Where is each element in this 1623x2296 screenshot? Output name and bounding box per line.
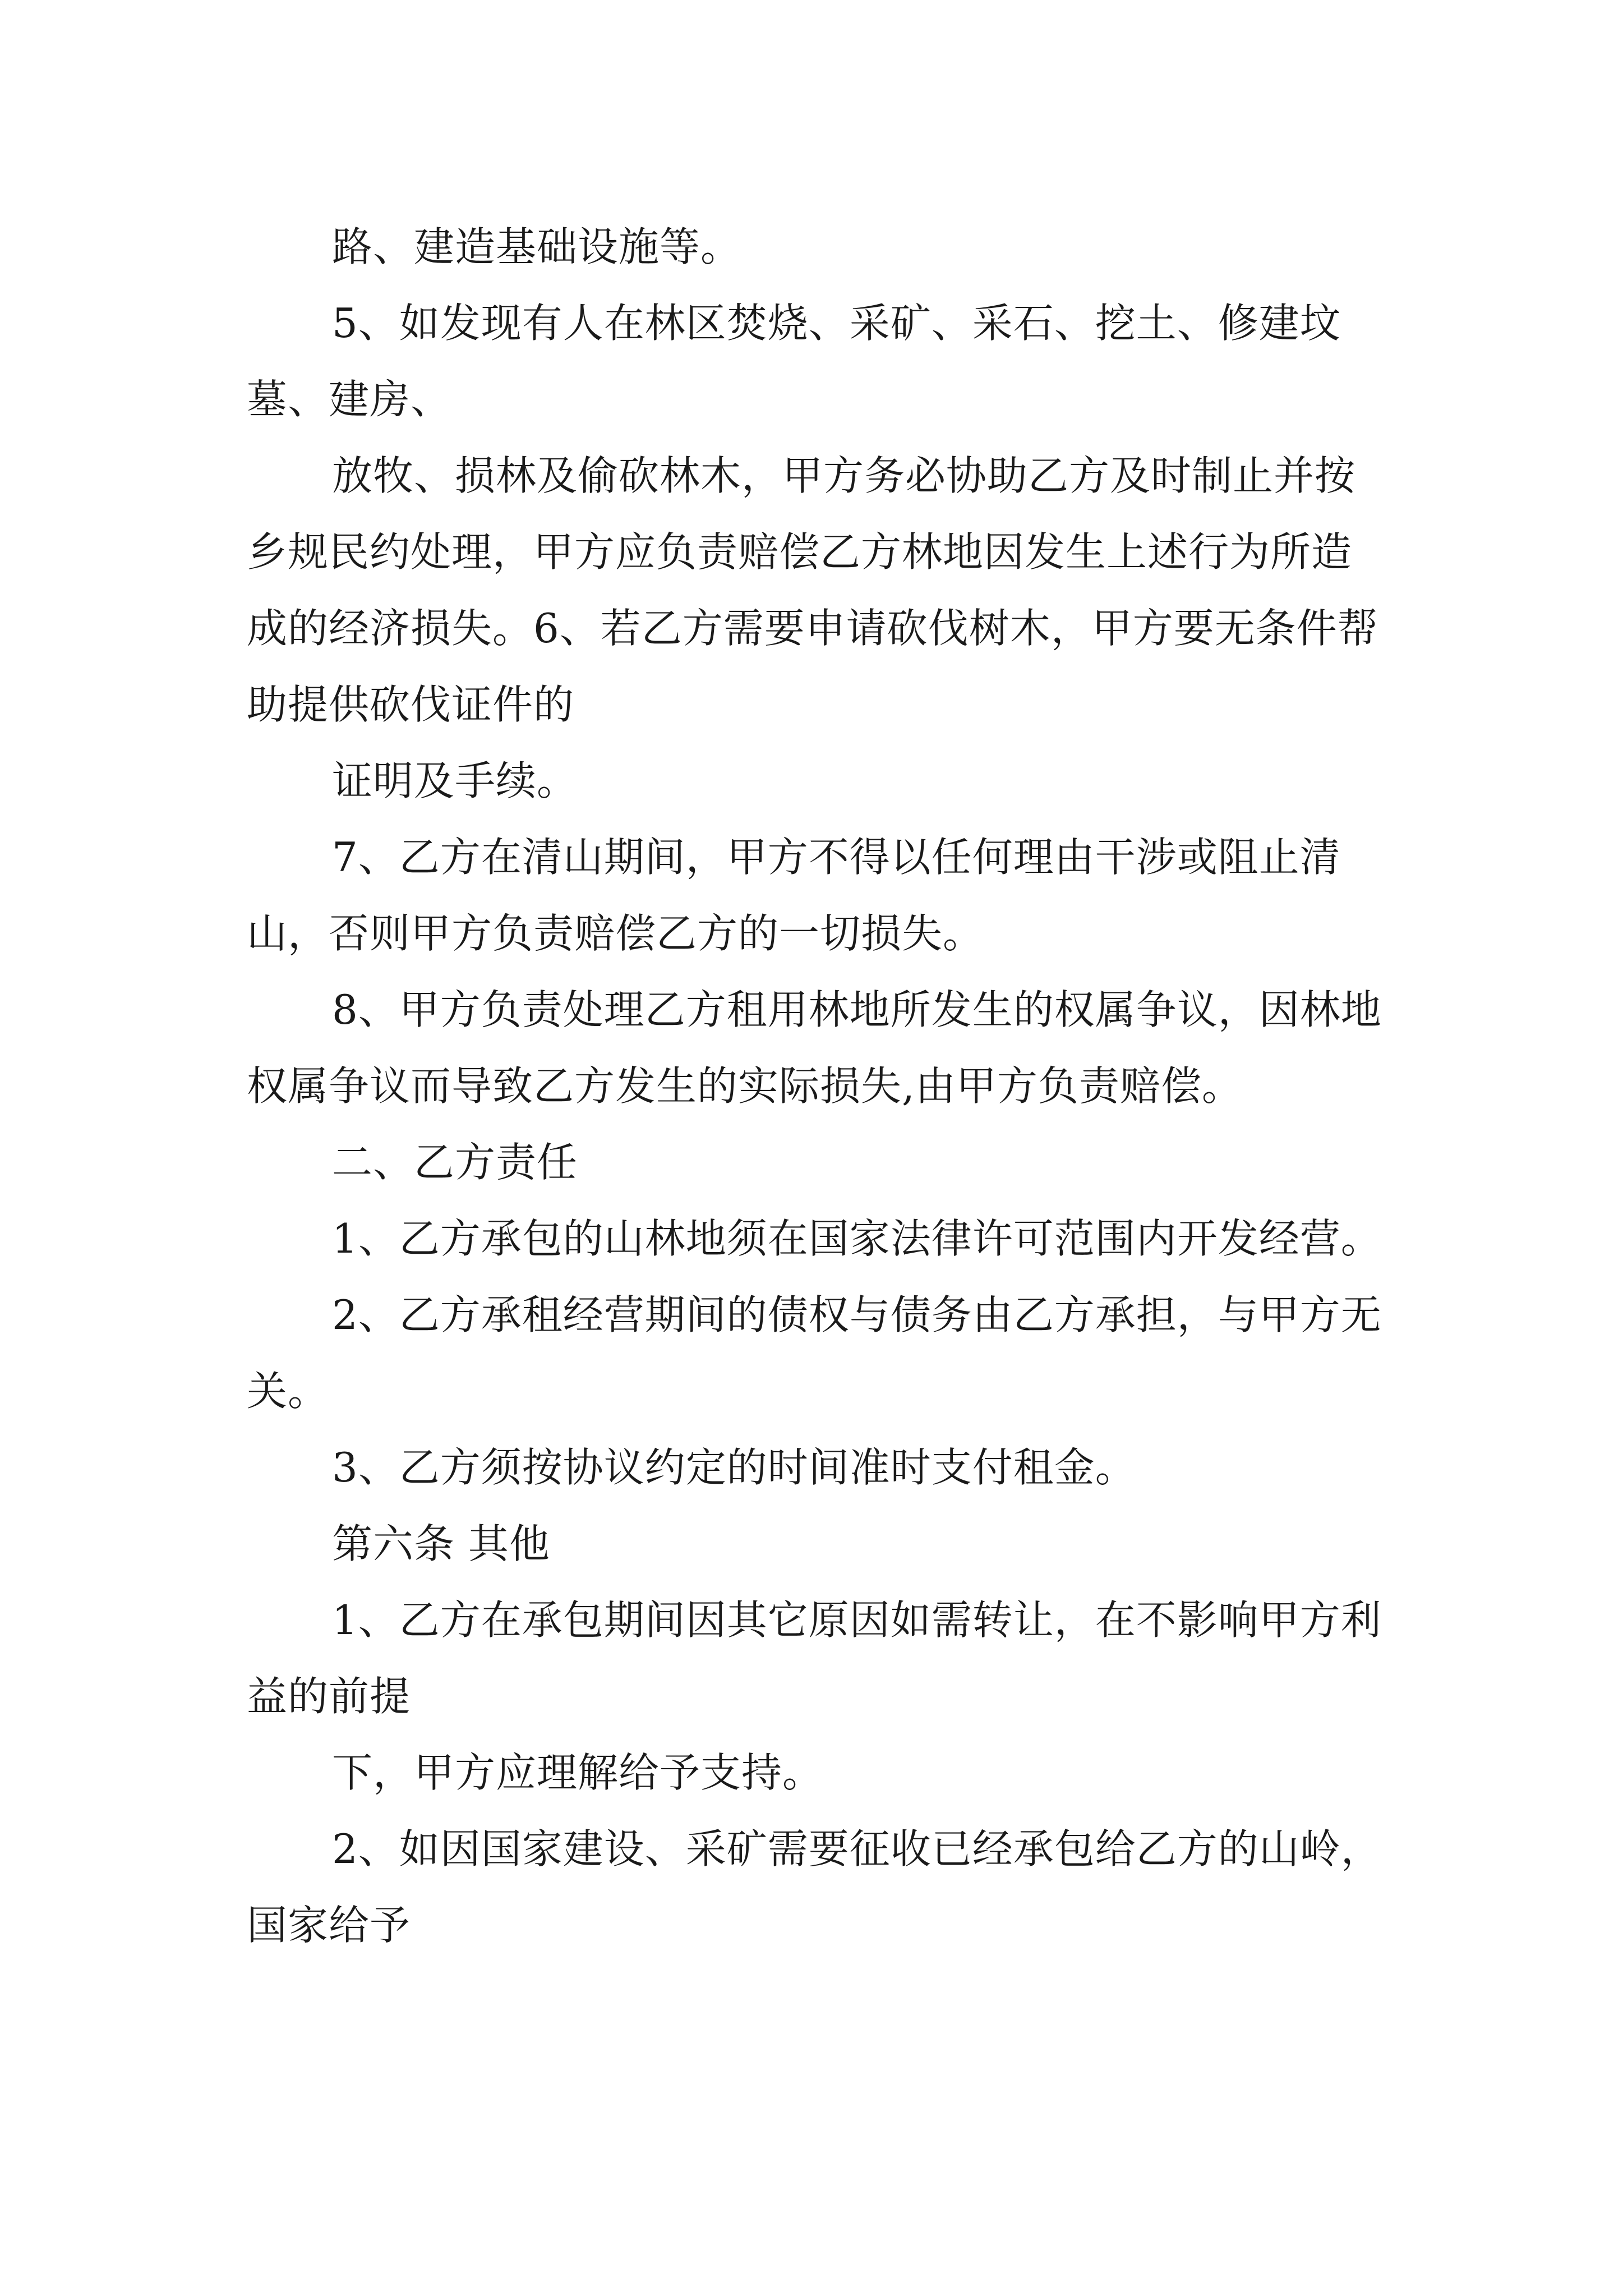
paragraph-9: 2、乙方承租经营期间的债权与债务由乙方承担，与甲方无关。 <box>247 1291 1382 1415</box>
document-body <box>247 209 1385 1963</box>
paragraph-14: 2、如因国家建设、采矿需要征收已经承包给乙方的山岭，国家给予 <box>247 1825 1382 1949</box>
paragraph-1: 路、建造基础设施等。 <box>332 223 742 270</box>
paragraph-6: 8、甲方负责处理乙方租用林地所发生的权属争议，因林地权属争议而导致乙方发生的实际损失,由甲方负责赔偿。 <box>247 986 1382 1110</box>
article-heading-6: 第六条 其他 <box>332 1520 550 1567</box>
paragraph-5: 7、乙方在清山期间，甲方不得以任何理由干涉或阻止清山，否则甲方负责赔偿乙方的一切损失。 <box>247 834 1341 957</box>
paragraph-8: 1、乙方承包的山林地须在国家法律许可范围内开发经营。 <box>332 1215 1382 1262</box>
paragraph-12: 1、乙方在承包期间因其它原因如需转让，在不影响甲方利益的前提 <box>247 1596 1382 1720</box>
paragraph-4: 证明及手续。 <box>332 757 578 804</box>
paragraph-13: 下，甲方应理解给予支持。 <box>332 1749 824 1796</box>
section-heading-party-b: 二、乙方责任 <box>332 1139 578 1186</box>
paragraph-10: 3、乙方须按协议约定的时间准时支付租金。 <box>332 1444 1136 1491</box>
paragraph-2: 5、如发现有人在林区焚烧、采矿、采石、挖土、修建坟墓、建房、 <box>247 300 1341 423</box>
paragraph-3: 放牧、损林及偷砍林木，甲方务必协助乙方及时制止并按乡规民约处理，甲方应负责赔偿乙方林地因发生上述行为所造成的经济损失。6、若乙方需要申请砍伐树木，甲方要无条件帮助提供砍伐证件的 <box>247 452 1378 728</box>
